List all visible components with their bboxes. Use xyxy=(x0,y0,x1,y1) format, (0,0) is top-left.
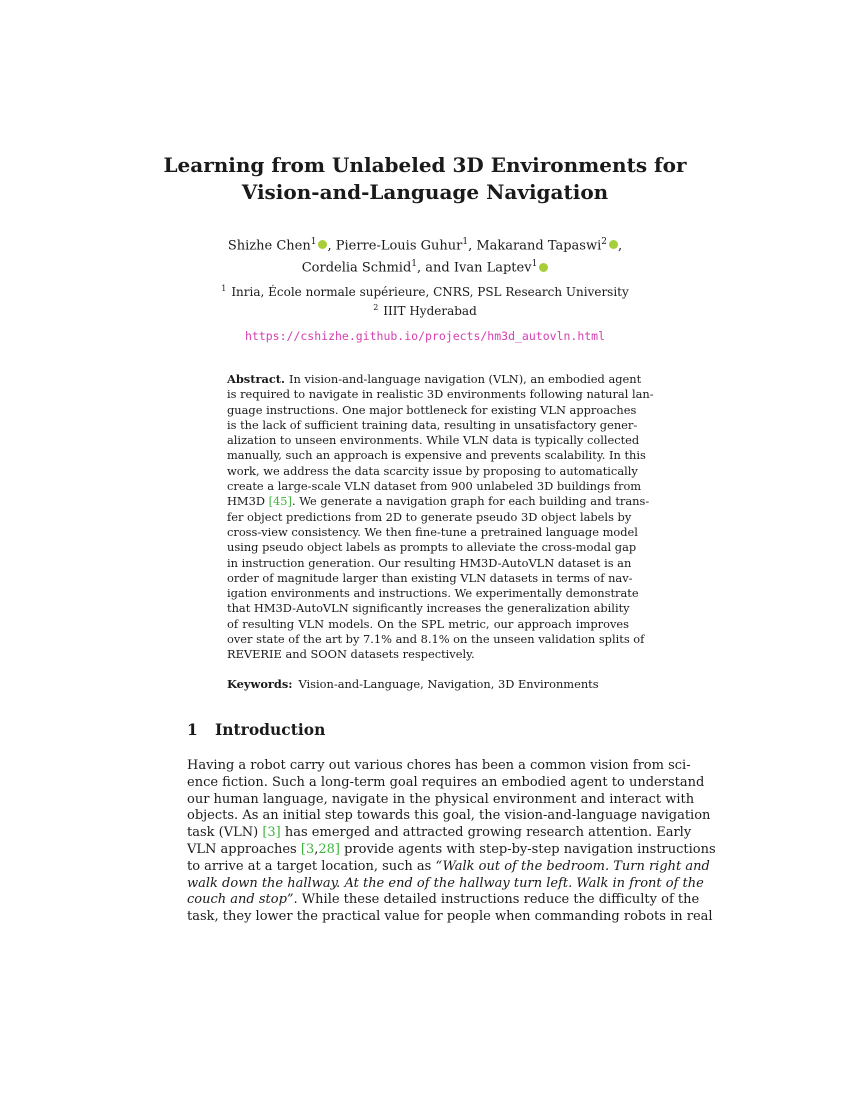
title-line-2: Vision-and-Language Navigation xyxy=(241,180,609,204)
affiliation-marker: 1 xyxy=(462,237,469,247)
body-line xyxy=(187,858,710,876)
abstract-line: fer object predictions from 2D to generate pseudo 3D object labels by xyxy=(227,509,632,524)
abstract-line: alization to unseen environments. While VLN data is typically collected xyxy=(227,433,640,448)
introduction-body xyxy=(187,758,716,926)
affiliation-marker: 1 xyxy=(411,259,418,270)
author-list xyxy=(150,233,700,278)
affiliation-marker: 1 xyxy=(310,237,317,247)
body-line: our human language, navigate in the physical environment and interact with xyxy=(187,791,695,807)
body-line xyxy=(187,841,716,859)
abstract-line: using pseudo object labels as prompts to alleviate the cross-modal gap xyxy=(227,540,637,555)
orcid-icon[interactable] xyxy=(539,263,548,272)
body-line: objects. As an initial step towards this goal, the vision-and-language navigation xyxy=(187,808,711,824)
citation-link[interactable]: 28] xyxy=(318,841,340,857)
keywords-text: Vision-and-Language, Navigation, 3D Environments xyxy=(298,677,599,691)
body-line: Having a robot carry out various chores has been a common vision from sci- xyxy=(187,758,691,773)
body-line: ence fiction. Such a long-term goal requires an embodied agent to understand xyxy=(187,774,705,790)
abstract-label: Abstract. xyxy=(227,372,286,386)
author-name: , Makarand Tapaswi xyxy=(468,238,602,254)
body-text: to arrive at a target location, such as xyxy=(187,858,436,874)
abstract-line: over state of the art by 7.1% and 8.1% on the unseen validation splits of xyxy=(227,632,645,647)
abstract-text: . We generate a navigation graph for each building and trans- xyxy=(292,494,650,509)
body-text: VLN approaches xyxy=(187,841,301,857)
abstract-line: cross-view consistency. We then fine-tune a pretrained language model xyxy=(227,524,638,539)
abstract-line: igation environments and instructions. We experimentally demonstrate xyxy=(227,586,639,601)
abstract-line: work, we address the data scarcity issue by proposing to automatically xyxy=(227,463,638,478)
keywords-label: Keywords: xyxy=(227,677,293,691)
author-name: Cordelia Schmid xyxy=(301,260,412,276)
affiliations xyxy=(150,281,700,319)
body-text: . While these detailed instructions reduce the difficulty of the xyxy=(293,892,700,908)
quoted-instruction: couch and stop” xyxy=(187,892,294,908)
abstract-line: REVERIE and SOON datasets respectively. xyxy=(227,647,475,662)
author-name: , Pierre-Louis Guhur xyxy=(327,238,463,254)
abstract-text: HM3D xyxy=(227,494,269,509)
affiliation-line xyxy=(150,281,700,300)
abstract-line: in instruction generation. Our resulting HM3D-AutoVLN dataset is an xyxy=(227,555,632,570)
author-name: Shizhe Chen xyxy=(227,238,311,254)
project-url-link[interactable]: https://cshizhe.github.io/projects/hm3d_autovln.html xyxy=(244,329,606,343)
abstract-line xyxy=(227,494,650,509)
body-line: task, they lower the practical value for people when commanding robots in real xyxy=(187,909,713,925)
section-title: Introduction xyxy=(215,720,326,739)
affiliation-number: 1 xyxy=(221,284,227,293)
body-text: has emerged and attracted growing research attention. Early xyxy=(280,825,692,841)
orcid-icon[interactable] xyxy=(609,240,618,249)
section-number: 1 xyxy=(187,720,198,739)
body-line xyxy=(187,825,692,842)
body-text: task (VLN) xyxy=(187,825,263,841)
citation-link[interactable]: [3] xyxy=(262,825,281,841)
title-line-1: Learning from Unlabeled 3D Environments for xyxy=(163,153,687,177)
citation-link[interactable]: [3 xyxy=(300,841,315,857)
abstract xyxy=(227,372,654,663)
abstract-line: of resulting VLN models. On the SPL metric, our approach improves xyxy=(227,616,629,631)
affiliation-marker: 2 xyxy=(601,237,607,247)
affiliation-number: 2 xyxy=(373,303,379,312)
citation-separator: , xyxy=(314,841,319,857)
author-name: , and Ivan Laptev xyxy=(417,260,532,276)
abstract-line: guage instructions. One major bottleneck for existing VLN approaches xyxy=(227,402,637,417)
body-line xyxy=(187,875,704,893)
citation-link[interactable]: [45] xyxy=(268,494,292,509)
abstract-line: that HM3D-AutoVLN significantly increases the generalization ability xyxy=(227,601,630,616)
section-heading xyxy=(187,720,325,739)
keywords xyxy=(227,677,629,692)
body-line xyxy=(187,892,700,909)
abstract-line: In vision-and-language navigation (VLN), an embodied agent xyxy=(289,372,642,386)
author-separator: , xyxy=(618,238,623,254)
abstract-line: manually, such an approach is expensive and prevents scalability. In this xyxy=(227,448,646,463)
paper-title xyxy=(150,152,700,206)
abstract-line: order of magnitude larger than existing VLN datasets in terms of nav- xyxy=(227,570,633,585)
abstract-line: create a large-scale VLN dataset from 900 unlabeled 3D buildings from xyxy=(227,479,642,494)
affiliation-line xyxy=(150,300,700,319)
body-text: provide agents with step-by-step navigation instructions xyxy=(339,841,716,857)
affiliation-marker: 1 xyxy=(531,259,538,270)
affiliation-text: IIIT Hyderabad xyxy=(383,304,477,318)
abstract-line: is the lack of sufficient training data, resulting in unsatisfactory gener- xyxy=(227,417,638,432)
abstract-line: is required to navigate in realistic 3D environments following natural lan- xyxy=(227,387,654,402)
quoted-instruction: “Walk out of the bedroom. Turn right and xyxy=(435,858,710,874)
quoted-instruction: walk down the hallway. At the end of the hallway turn left. Walk in front of the xyxy=(187,875,704,891)
affiliation-text: Inria, École normale supérieure, CNRS, PSL Research University xyxy=(231,285,629,299)
